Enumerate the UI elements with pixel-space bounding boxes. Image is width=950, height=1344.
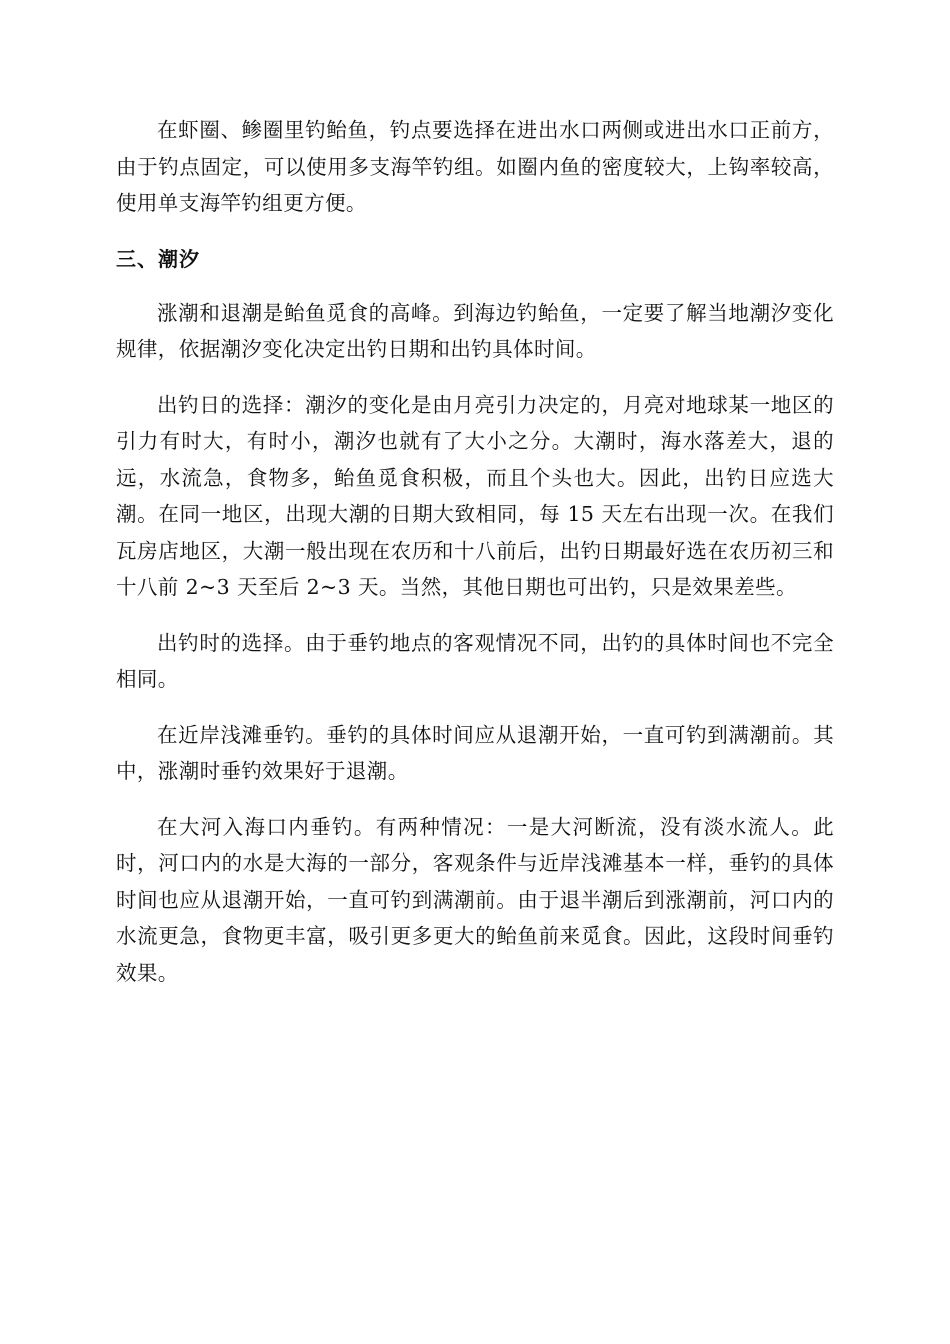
paragraph-fishing-day: 出钓日的选择：潮汐的变化是由月亮引力决定的，月亮对地球某一地区的引力有时大，有时小，潮汐也就有了大小之分。大潮时，海水落差大，退的远，水流急，食物多，鲐鱼觅食积极，而且个头也大。因此，出钓日应选大潮。在同一地区，出现大潮的日期大致相同，每 15 天左右出现一次。在我们瓦房店地区，大潮一般出现在农历和十八前后，出钓日期最好选在农历初三和十八前 2~3 天至后 2~3 天。当然，其他日期也可出钓，只是效果差些。 (116, 392, 834, 599)
paragraph-estuary: 在大河入海口内垂钓。有两种情况：一是大河断流，没有淡水流人。此时，河口内的水是大海的一部分，客观条件与近岸浅滩基本一样，垂钓的具体时间也应从退潮开始，一直可钓到满潮前。由于退半潮后到涨潮前，河口内的水流更急，食物更丰富，吸引更多更大的鲐鱼前来觅食。因此，这段时间垂钓效果。 (116, 814, 834, 985)
paragraph-nearshore: 在近岸浅滩垂钓。垂钓的具体时间应从退潮开始，一直可钓到满潮前。其中，涨潮时垂钓效果好于退潮。 (116, 722, 834, 783)
paragraph-fishing-spots: 在虾圈、鲹圈里钓鲐鱼，钓点要选择在进出水口两侧或进出水口正前方，由于钓点固定，可以使用多支海竿钓组。如圈内鱼的密度较大，上钩率较高，使用单支海竿钓组更方便。 (116, 118, 834, 215)
document-body (116, 112, 834, 1010)
paragraph-tide-intro: 涨潮和退潮是鲐鱼觅食的高峰。到海边钓鲐鱼，一定要了解当地潮汐变化规律，依据潮汐变化决定出钓日期和出钓具体时间。 (116, 300, 834, 361)
paragraph-fishing-time: 出钓时的选择。由于垂钓地点的客观情况不同，出钓的具体时间也不完全相同。 (116, 630, 834, 691)
section-heading-tides: 三、潮汐 (116, 246, 200, 271)
